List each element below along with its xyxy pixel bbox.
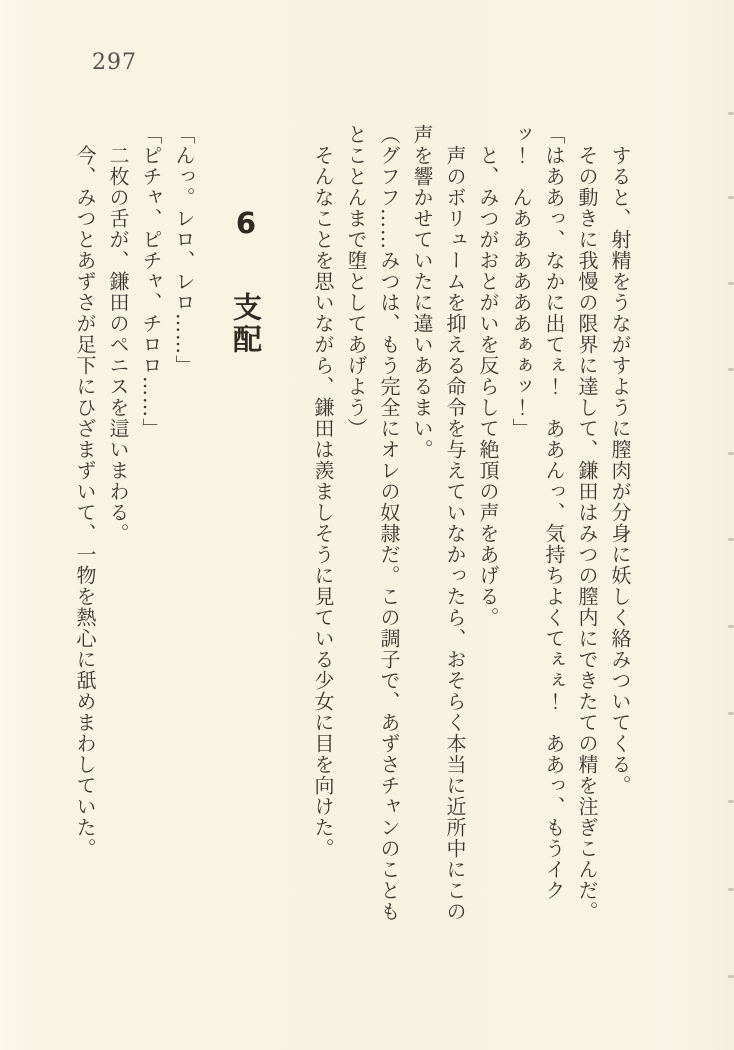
scan-artifact xyxy=(728,888,734,891)
text-column: と、みつがおとがいを反らして絶頂の声をあげる。 xyxy=(476,145,500,628)
vertical-text-block xyxy=(68,124,636,944)
text-column: とことんまで堕としてあげよう） xyxy=(344,124,368,439)
scan-artifact xyxy=(728,625,734,628)
scan-artifact xyxy=(728,282,734,285)
scan-artifact xyxy=(728,975,734,978)
text-column: ッ！ んああああああぁぁッ！」 xyxy=(509,124,533,439)
scan-artifact xyxy=(728,368,734,371)
text-column: 声のボリュームを抑える命令を与えていなかったら、おそらく本当に近所中にこの xyxy=(443,145,467,922)
scan-artifact xyxy=(728,452,734,455)
text-column: 「んっ。レロ、レロ……」 xyxy=(172,124,196,376)
text-column: すると、射精をうながすように膣肉が分身に妖しく絡みついてくる。 xyxy=(608,145,632,796)
text-column: そんなことを思いながら、鎌田は羨ましそうに見ている少女に目を向けた。 xyxy=(311,145,335,859)
text-column: 二枚の舌が、鎌田のペニスを這いまわる。 xyxy=(106,145,130,544)
text-column: 今、みつとあずさが足下にひざまずいて、一物を熱心に舐めまわしていた。 xyxy=(73,145,97,859)
scan-artifact xyxy=(728,112,734,115)
page-number: 297 xyxy=(92,50,137,75)
scan-artifact xyxy=(728,538,734,541)
text-column: 「はああっ、なかに出てぇ！ ああんっ、気持ちよくてぇぇ！ ああっ、もうイク xyxy=(542,124,566,901)
text-column: 「ピチャ、ピチャ、チロロ……」 xyxy=(139,124,163,439)
text-column: 声を響かせていたに違いあるまい。 xyxy=(410,124,434,460)
scan-artifact xyxy=(728,196,734,199)
text-column: その動きに我慢の限界に達して、鎌田はみつの膣内にできたての精を注ぎこんだ。 xyxy=(575,145,599,922)
scan-artifact xyxy=(728,712,734,715)
chapter-title: 支配 xyxy=(229,292,263,356)
chapter-number: 6 xyxy=(229,206,263,243)
scan-artifact xyxy=(728,800,734,803)
chapter-heading xyxy=(222,124,270,944)
text-column: （グフフ……みつは、もう完全にオレの奴隷だ。この調子で、あずさチャンのことも xyxy=(377,124,401,922)
